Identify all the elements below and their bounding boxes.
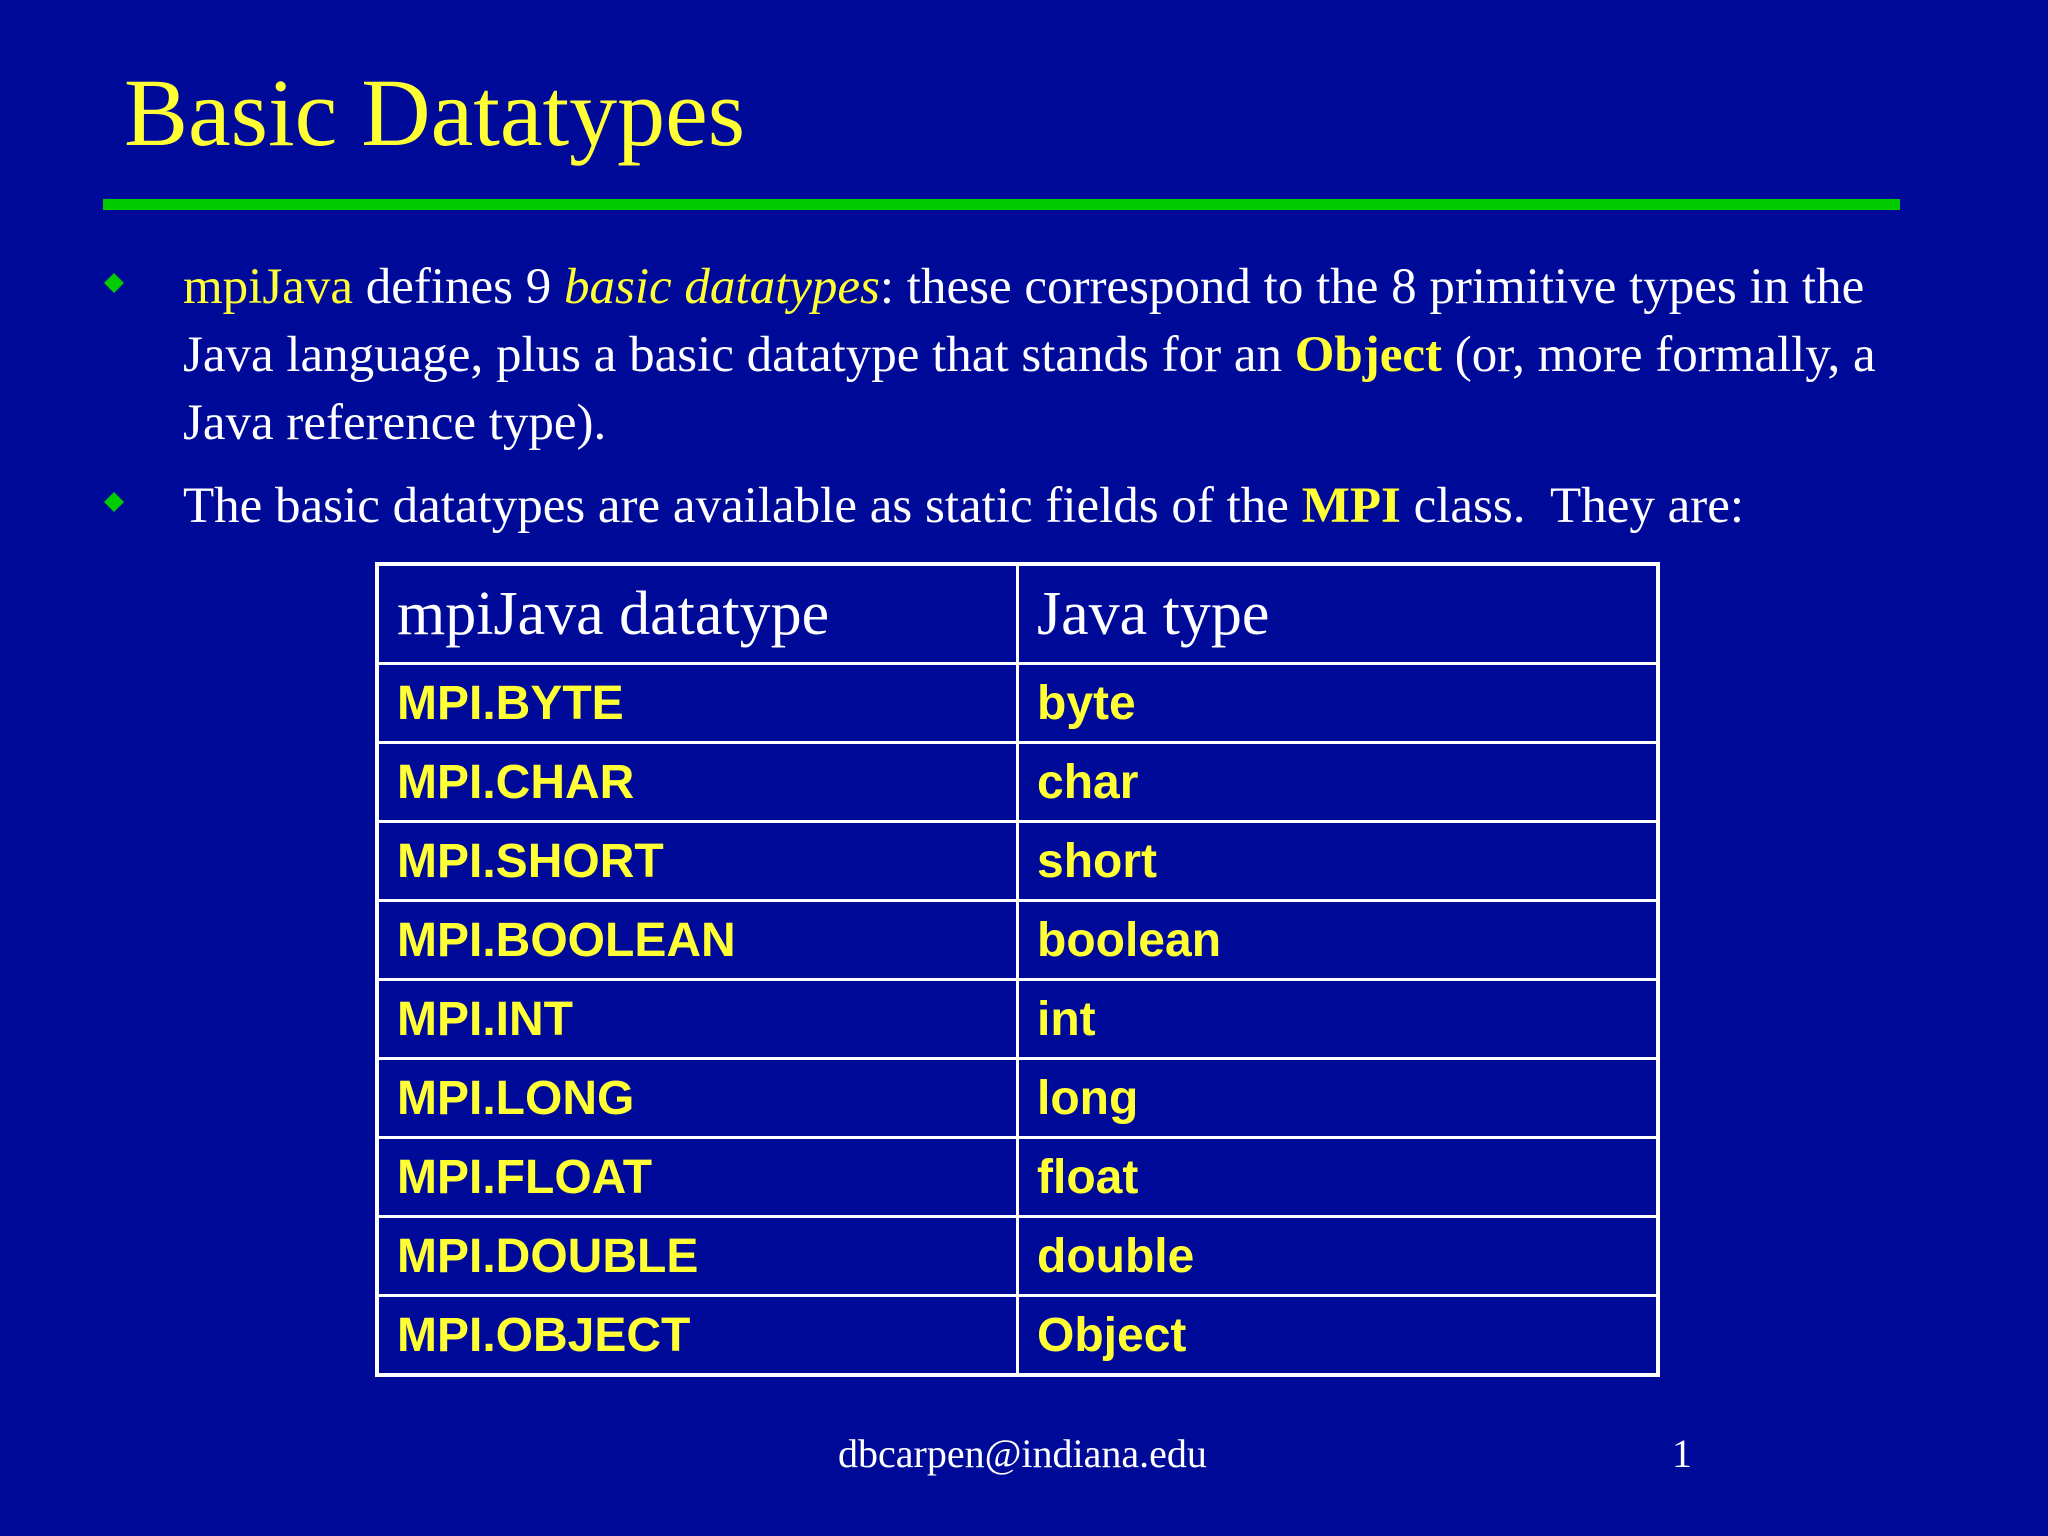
table-row	[377, 664, 1658, 743]
bullet-1-run: Object	[1294, 327, 1442, 383]
bullet-2-run: class. They are:	[1400, 478, 1745, 534]
bullet-paragraph-2	[183, 472, 1883, 540]
table-row	[377, 1059, 1658, 1138]
table-cell: Object	[1018, 1296, 1659, 1376]
bullet-paragraph-1	[183, 253, 1953, 457]
table-header-cell: mpiJava datatype	[377, 564, 1018, 664]
table-header-cell: Java type	[1018, 564, 1659, 664]
slide-title: Basic Datatypes	[124, 59, 746, 166]
table-cell: MPI.LONG	[377, 1059, 1018, 1138]
bullet-1-run: : these correspond to the 8 primitive types in the Java language, plus a basic datatype that stands for an	[183, 259, 1865, 383]
table-row	[377, 743, 1658, 822]
bullet-2-run: The basic datatypes are available as static fields of the	[183, 478, 1302, 534]
table-cell: MPI.FLOAT	[377, 1138, 1018, 1217]
diamond-bullet-icon	[104, 273, 124, 293]
table-cell: MPI.CHAR	[377, 743, 1018, 822]
table-cell: MPI.DOUBLE	[377, 1217, 1018, 1296]
title-divider	[103, 199, 1900, 210]
table-cell: boolean	[1018, 901, 1659, 980]
bullet-1-run: mpiJava	[183, 259, 353, 315]
bullet-1-run: (or, more formally, a Java reference type).	[183, 327, 1876, 451]
bullet-1-run: defines 9	[352, 259, 564, 315]
table-cell: byte	[1018, 664, 1659, 743]
table-cell: float	[1018, 1138, 1659, 1217]
datatype-table	[375, 562, 1660, 1377]
table-cell: MPI.BOOLEAN	[377, 901, 1018, 980]
page-number: 1	[1672, 1431, 1692, 1476]
table-row	[377, 980, 1658, 1059]
table-cell: short	[1018, 822, 1659, 901]
table-header-row	[377, 564, 1658, 664]
table-cell: MPI.BYTE	[377, 664, 1018, 743]
table-cell: long	[1018, 1059, 1659, 1138]
bullet-2-run: MPI	[1301, 478, 1401, 534]
table-cell: char	[1018, 743, 1659, 822]
table-cell: MPI.OBJECT	[377, 1296, 1018, 1376]
table-cell: int	[1018, 980, 1659, 1059]
table-row	[377, 1296, 1658, 1376]
diamond-bullet-icon	[104, 492, 124, 512]
table-row	[377, 1217, 1658, 1296]
table-cell: MPI.SHORT	[377, 822, 1018, 901]
footer-email: dbcarpen@indiana.edu	[838, 1431, 1207, 1476]
table-row	[377, 1138, 1658, 1217]
bullet-1-run: basic datatypes	[564, 259, 880, 315]
table-cell: double	[1018, 1217, 1659, 1296]
table-cell: MPI.INT	[377, 980, 1018, 1059]
table-row	[377, 901, 1658, 980]
table-row	[377, 822, 1658, 901]
